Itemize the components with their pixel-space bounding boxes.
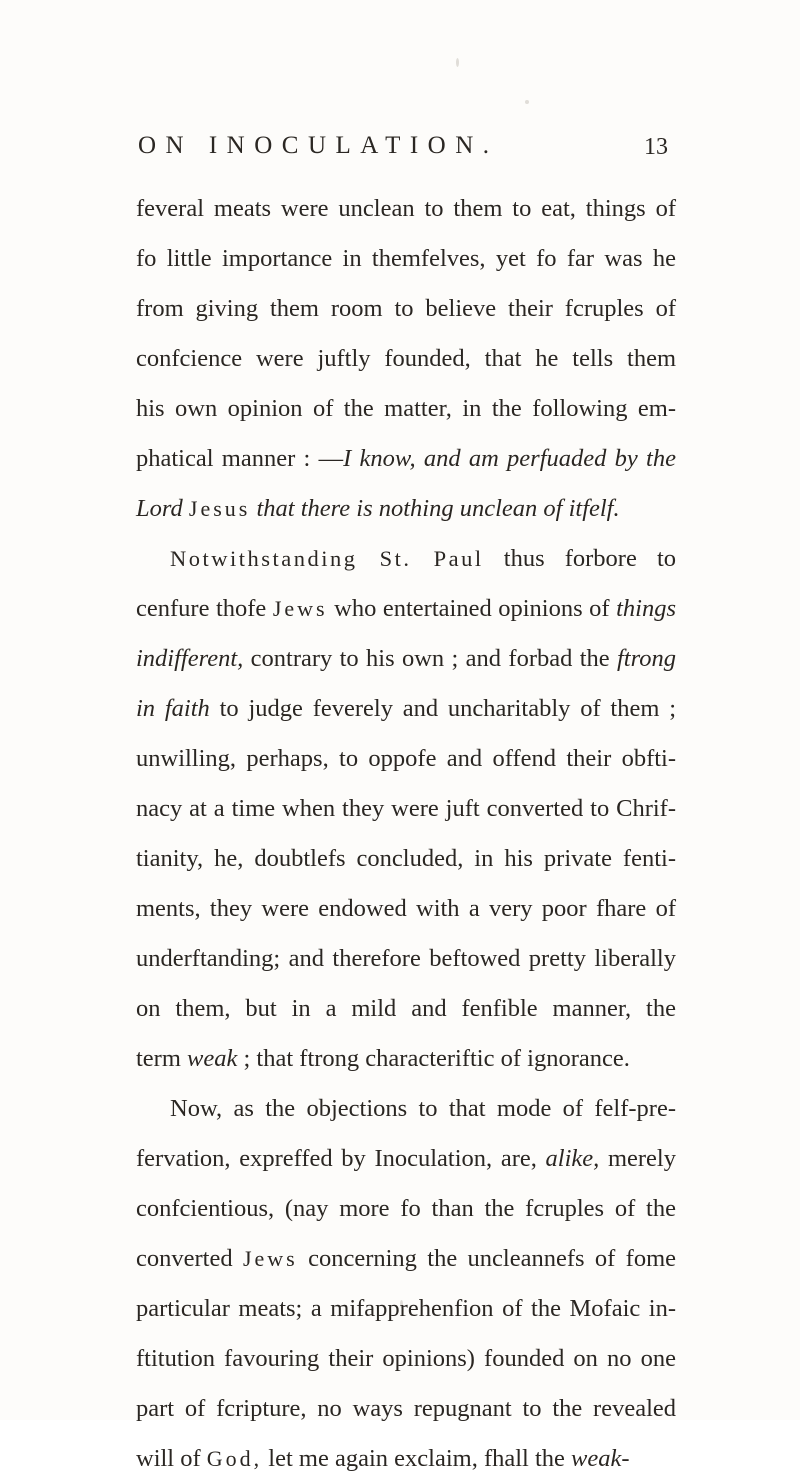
text-line (136, 184, 676, 234)
text-line (136, 1434, 676, 1484)
text-segment: who entertained opinions of (327, 595, 617, 622)
text-segment: Now, as the objections to that mode of felf-pre- (170, 1095, 676, 1122)
text-segment: confcience were juftly founded, that he tells them (136, 345, 676, 372)
text-segment: to judge feverely and uncharitably of them ; (209, 695, 677, 722)
text-segment: nacy at a time when they were juft converted to Chrif- (136, 795, 676, 822)
text-segment: phatical manner : — (136, 445, 344, 472)
text-segment: in faith (136, 695, 210, 722)
text-segment: tianity, he, doubtlefs concluded, in his private fenti- (136, 845, 676, 872)
text-segment: ments, they were endowed with a very poor fhare of (136, 895, 676, 922)
text-segment: his own opinion of the matter, in the following em- (136, 395, 676, 422)
text-segment: unwilling, perhaps, to oppofe and offend their obfti- (136, 745, 676, 772)
text-line (136, 384, 676, 434)
page-number: 13 (644, 134, 668, 160)
text-segment: Lord (136, 495, 189, 522)
text-segment: God, (206, 1446, 263, 1471)
text-line (136, 784, 676, 834)
text-segment: part of fcripture, no ways repugnant to the revealed (136, 1395, 676, 1422)
text-segment: term (136, 1045, 188, 1072)
text-segment: feveral meats were unclean to them to eat, things of (136, 195, 676, 222)
text-line (136, 584, 676, 634)
text-line (136, 234, 676, 284)
text-segment: particular meats; a mifapprehenfion of the Mofaic in- (136, 1295, 676, 1322)
text-line (136, 1034, 676, 1084)
text-segment: fervation, expreffed by Inoculation, are, (136, 1145, 546, 1172)
text-segment: that there is nothing unclean of itfelf. (250, 495, 620, 522)
text-segment: on them, but in a mild and fenfible manner, the (136, 995, 676, 1022)
text-segment: converted (136, 1245, 243, 1272)
text-segment: contrary to his own ; and forbad the (243, 645, 617, 672)
text-line (136, 934, 676, 984)
text-line (136, 1184, 676, 1234)
text-segment: fo little importance in themfelves, yet fo far was he (136, 245, 676, 272)
text-line (136, 1234, 676, 1284)
text-line (136, 884, 676, 934)
text-line (136, 634, 676, 684)
text-segment: Jesus (188, 496, 251, 521)
text-line (136, 484, 676, 534)
running-title: ON INOCULATION. (138, 132, 499, 159)
text-segment: Jews (272, 596, 328, 621)
text-line (136, 1084, 676, 1134)
text-line (136, 684, 676, 734)
text-line (136, 1134, 676, 1184)
text-segment: alike, (545, 1145, 600, 1172)
text-segment: weak- (571, 1445, 630, 1472)
text-segment: weak (187, 1045, 238, 1072)
text-segment: cenfure thofe (136, 595, 273, 622)
paper-speck (525, 100, 529, 104)
text-segment: will of (136, 1445, 207, 1472)
text-line (136, 1284, 676, 1334)
text-segment: underftanding; and therefore beftowed pretty liberally (136, 945, 676, 972)
text-line (136, 984, 676, 1034)
text-segment: things (616, 595, 677, 622)
text-segment: concerning the uncleannefs of fome (297, 1245, 677, 1272)
text-segment: thus forbore to (483, 545, 677, 572)
text-segment: confcientious, (nay more fo than the fcruples of the (136, 1195, 676, 1222)
text-segment: I know, and am perfuaded by the (343, 445, 676, 472)
text-line (136, 284, 676, 334)
text-line (136, 334, 676, 384)
text-line (136, 434, 676, 484)
paper-speck (456, 58, 459, 67)
text-segment: indifferent, (136, 645, 244, 672)
text-segment: ftitution favouring their opinions) founded on no one (136, 1345, 676, 1372)
body-text (136, 184, 676, 1484)
text-line (136, 734, 676, 784)
text-segment: Notwithstanding St. Paul (170, 546, 484, 571)
text-line (136, 534, 676, 584)
text-segment: Jews (242, 1246, 298, 1271)
text-segment: let me again exclaim, fhall the (262, 1445, 572, 1472)
text-segment: ftrong (617, 645, 676, 672)
running-header (138, 132, 668, 172)
text-segment: from giving them room to believe their fcruples of (136, 295, 676, 322)
text-segment: ; that ftrong characteriftic of ignorance. (237, 1045, 630, 1072)
text-segment: merely (599, 1145, 676, 1172)
text-line (136, 1384, 676, 1434)
text-line (136, 1334, 676, 1384)
text-line (136, 834, 676, 884)
